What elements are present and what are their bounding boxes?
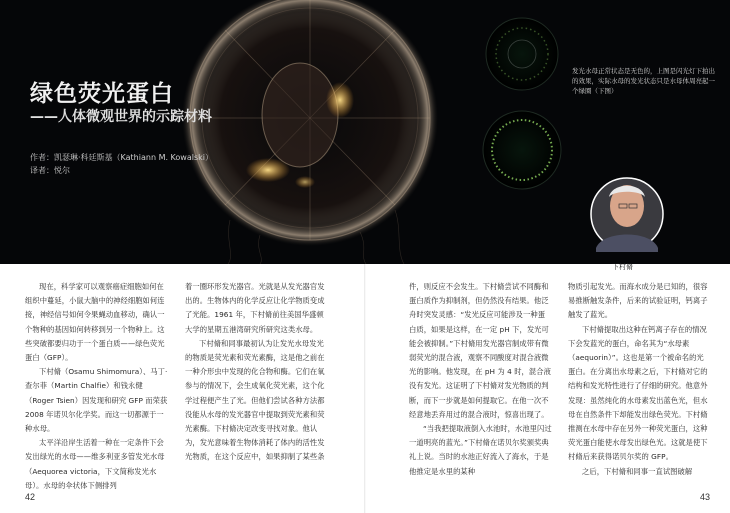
byline xyxy=(30,151,213,177)
paragraph: 下村脩和同事最初认为让发光水母发光的物质是荧光素和荧光素酶，这是他之前在一种介形虫中发现的化合物和酶。它们在氧参与的情况下，会生成氧化荧光素，这个化学过程便产生了光。但他们尝试各种方法都没能从水母的发光器官中提取到荧光素和荧光素酶。下村脩决定改变寻找对象。他认为，发光意味着生物体消耗了体内的活性发光物质，在这个反应中，如果抑制了某些条 xyxy=(185,338,325,462)
paragraph: 件，则反应不会发生。下村脩尝试不同酶和蛋白质作为抑制剂，但仍然没有结果。他泛舟时突发灵感：“发光反应可能涉及一种蛋白质，如果是这样，在一定 pH 下，发光可能会被抑制。”下村脩用发光器官制成带有微弱荧光的混合液，观察不同酸度对混合液微光的影响。他发现，在 pH 为 4 时，混合液没有发光。这证明了下村脩对发光物质的判断，而下一步就是如何提取它。在他一次不经意地丢弃用过的混合液时，惊喜出现了。 xyxy=(409,282,551,419)
body-column-1 xyxy=(25,280,168,492)
translator-credit: 译者：悦尔 xyxy=(30,166,70,175)
article-title: 绿色荧光蛋白 xyxy=(30,81,174,107)
article-subtitle: ——人体微观世界的示踪材料 xyxy=(30,109,212,125)
paragraph: 之后，下村脩和同事一直试图破解 xyxy=(582,466,693,476)
body-column-2 xyxy=(185,280,328,492)
paragraph: 着一圈环形发光器官。光就是从发光器官发出的。生物体内的化学反应让化学物质变成了光能。1961 年，下村脩前往美国华盛顿大学的星期五港湾研究所研究这类水母。 xyxy=(185,282,325,334)
paragraph: 下村脩（Osamu Shimomura）、马丁·查尔菲（Martin Chalfie）和钱永健（Roger Tsien）因发现和研究 GFP 而荣获 2008 年诺贝尔化学奖。而这一切都源于一种水母。 xyxy=(25,367,168,434)
jellyfish-image xyxy=(182,0,438,264)
paragraph: “当我把提取液倒入水池时，水池里闪过一道明亮的蓝光。”下村脩在诺贝尔奖颁奖典礼上说。当时的水池正好流入了海水，于是他推定是水里的某种 xyxy=(409,424,552,476)
inset-jellyfish-bottom-image xyxy=(483,111,561,189)
page-gutter xyxy=(364,264,366,513)
body-column-4 xyxy=(568,280,711,492)
author-credit: 作者：凯瑟琳·科廷斯基（Kathiann M. Kowalski） xyxy=(30,153,213,162)
scientist-portrait-image xyxy=(591,178,663,252)
paragraph: 下村脩提取出这种在钙离子存在的情况下会发蓝光的蛋白，命名其为“水母素（aequorin）”。这也是第一个被命名的光蛋白。在分离出水母素之后，下村脩对它的结构和发光特性进行了仔细的研究。他意外发现：虽然纯化的水母素发出蓝色光，但水母在自然条件下却能发出绿色荧光。下村脩推测在水母中存在另外一种荧光蛋白，这种荧光蛋白能使水母发出绿色光。这就是使下村脩后来获得诺贝尔奖的 GFP。 xyxy=(568,324,708,462)
page-number-left: 42 xyxy=(25,492,36,502)
paragraph: 物质引起发光。而海水成分是已知的，很容易推断触发条件，后来的试验证明，钙离子触发了蓝光。 xyxy=(568,282,708,320)
inset-jellyfish-top-image xyxy=(486,18,558,90)
portrait-caption: 下村脩 xyxy=(612,263,633,271)
paragraph: 现在，科学家可以观察癌症细胞如何在组织中蔓延，小鼠大脑中的神经细胞如何连接，神经信号如何令果蝇动血移动，确认一个物种的基因如何转移到另一个物种上。这些突破都要归功于一个蛋白质——绿色荧光蛋白（GFP）。 xyxy=(25,282,165,363)
page-number-right: 43 xyxy=(700,492,711,502)
jellyfish-photo-caption: 发光水母正常状态是无色的，上图是闪光灯下拍出的效果，实际水母的发光状态只是水母体周亮起一个绿圈（下图） xyxy=(572,67,715,95)
body-column-3 xyxy=(409,280,552,492)
paragraph: 太平洋沿岸生活着一种在一定条件下会发出绿光的水母——维多利亚多管发光水母（Aequorea victoria，下文简称发光水母）。水母的伞状体下侧排列 xyxy=(25,438,165,490)
